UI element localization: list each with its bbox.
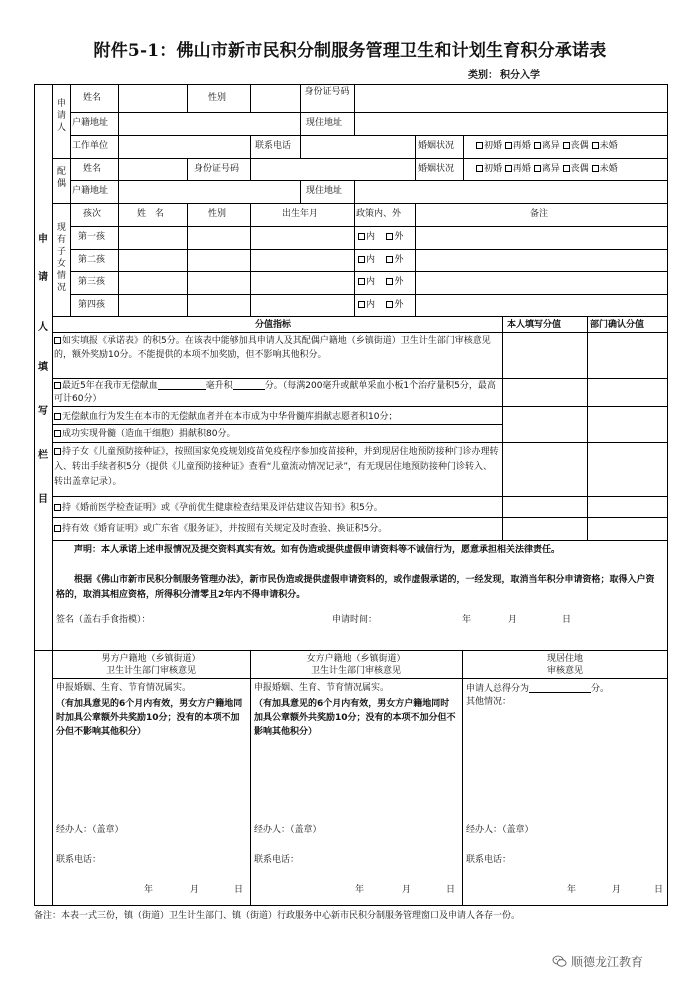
residence-phone-label: 联系电话： [466, 855, 512, 865]
spouse-marital-options[interactable]: 初婚 再婚 离异 丧偶 未婚 [476, 164, 618, 175]
female-phone-label: 联系电话： [254, 855, 300, 865]
side-label: 目 [38, 494, 48, 505]
child-policy-options[interactable]: 内 外 [358, 232, 403, 243]
apply-month: 月 [508, 615, 518, 625]
spouse-marital-label: 婚姻状况 [418, 164, 455, 174]
spouse-section-label: 配 偶 [56, 167, 66, 189]
self-score-header: 本人填写分值 [507, 320, 562, 330]
children-section-label: 现 有 子 女 情 况 [56, 223, 66, 293]
score-header: 分值指标 [255, 320, 292, 330]
applicant-marital-options[interactable]: 初婚 再婚 离异 丧偶 未婚 [476, 141, 618, 152]
child-policy-options[interactable]: 内 外 [358, 300, 403, 311]
children-header-policy: 政策内、外 [356, 209, 402, 219]
children-header-birth: 出生年月 [282, 209, 319, 219]
watermark [552, 953, 643, 970]
side-label: 填 [38, 362, 48, 373]
child-row-label: 第一孩 [78, 232, 106, 242]
spouse-id-label: 身份证号码 [194, 164, 240, 174]
male-day: 日 [234, 885, 244, 895]
male-review-title: 男方户籍地（乡镇街道） 卫生计生部门审核意见 [101, 654, 201, 676]
score-item-marrow-volunteer: 无偿献血行为发生在本市的无偿献血者并在本市成为中华骨髓库捐献志愿者积10分； [54, 410, 500, 424]
spouse-name-label: 姓名 [83, 164, 102, 174]
side-label: 栏 [38, 450, 48, 461]
apply-date-label: 申请时间： [332, 615, 378, 625]
other-info-label: 其他情况： [466, 697, 512, 707]
score-item-premarital: 持《婚前医学检查证明》或《孕前优生健康检查结果及评估建议告知书》积5分。 [54, 501, 500, 515]
child-policy-options[interactable]: 内 外 [358, 255, 403, 266]
page-title: 附件5-1：佛山市新市民积分制服务管理卫生和计划生育积分承诺表 [93, 41, 607, 61]
total-score-line: 申请人总得分为 分。 [466, 684, 610, 694]
phone-label: 联系电话 [255, 141, 292, 151]
residence-year: 年 [567, 885, 577, 895]
child-row-label: 第二孩 [78, 255, 106, 265]
applicant-hukou-label: 户籍地址 [72, 118, 109, 128]
residence-handler-label: 经办人：（盖章） [466, 825, 534, 835]
wechat-icon [552, 955, 567, 968]
female-review-title: 女方户籍地（乡镇街道） 卫生计生部门审核意见 [306, 654, 406, 676]
signature-label: 签名（盖右手食指模）： [56, 615, 151, 625]
footnote: 备注：本表一式三份，镇（街道）卫生计生部门、镇（街道）行政服务中心新市民积分制服务管理窗口及申请人各存一份。 [34, 911, 521, 921]
spouse-hukou-label: 户籍地址 [72, 186, 109, 196]
applicant-marital-label: 婚姻状况 [418, 141, 455, 151]
female-confirm-text: 申报婚姻、生育、节育情况属实。 [254, 683, 390, 693]
children-header-order: 孩次 [83, 209, 102, 219]
work-unit-label: 工作单位 [72, 141, 109, 151]
declaration-rule: 根据《佛山市新市民积分制服务管理办法》，新市民伪造或提供虚假申请资料的，或作虚假承诺的，一经发现，取消当年积分申请资格；取得入户资格的，取消其相应资格，所得积分清零且2年内不得申请积分。 [56, 575, 655, 600]
child-row-label: 第三孩 [78, 277, 106, 287]
category-value: 积分入学 [500, 70, 540, 81]
score-item-blood: 最近5年在我市无偿献血 毫升积 分。（每满200毫升或献单采血小板1个治疗量积5分，最高可计60分） [54, 381, 496, 404]
score-item-marrow-donation: 成功实现骨髓（造血干细胞）捐献积80分。 [54, 427, 500, 441]
female-day: 日 [446, 885, 456, 895]
applicant-gender-label: 性别 [208, 93, 227, 103]
declaration-statement: 声明：本人承诺上述申报情况及提交资料真实有效。如有伪造或提供虚假申请资料等不诚信行为，愿意承担相关法律责任。 [74, 545, 561, 555]
female-handler-label: 经办人：（盖章） [254, 825, 322, 835]
male-confirm-text: 申报婚姻、生育、节育情况属实。 [56, 683, 192, 693]
children-header-name: 姓 名 [137, 209, 165, 219]
form-table [34, 84, 668, 906]
category-label: 类别： [468, 70, 498, 81]
watermark-text: 顺德龙江教育 [571, 955, 644, 969]
male-month: 月 [190, 885, 200, 895]
child-row-label: 第四孩 [78, 300, 106, 310]
female-bonus-text: （有加具意见的6个月内有效，男女方户籍地同时加具公章额外共奖励10分；没有的本项不加分但不影响其他积分） [254, 699, 456, 737]
residence-day: 日 [654, 885, 664, 895]
applicant-residence-label: 现住地址 [306, 118, 343, 128]
score-item-vaccination: 持子女《儿童预防接种证》，按照国家免疫规划疫苗免疫程序参加疫苗接种，并到现居住地预防接种门诊办理转入、转出手续者积5分（提供《儿童预防接种证》查看“儿童流动情况记录”，有无现居住地预防接种门诊转入、转出盖章记录）。 [54, 447, 499, 487]
residence-month: 月 [612, 885, 622, 895]
apply-day: 日 [562, 615, 572, 625]
children-header-gender: 性别 [208, 209, 227, 219]
applicant-name-label: 姓名 [83, 93, 102, 103]
side-label: 写 [38, 406, 48, 417]
dept-score-header: 部门确认分值 [590, 320, 645, 330]
score-item-form: 如实填报《承诺表》的积5分。在该表中能够加具申请人及其配偶户籍地（乡镇街道）卫生计生部门审核意见的，额外奖励10分。不能提供的本项不加奖励，但不影响其他积分。 [54, 336, 491, 360]
female-year: 年 [355, 885, 365, 895]
spouse-residence-label: 现住地址 [306, 186, 343, 196]
side-label: 请 [38, 272, 48, 283]
apply-year: 年 [462, 615, 472, 625]
male-bonus-text: （有加具意见的6个月内有效，男女方户籍地同时加具公章额外共奖励10分；没有的本项不加分但不影响其他积分） [56, 699, 243, 737]
male-year: 年 [144, 885, 154, 895]
applicant-section-label: 申 请 人 [56, 99, 66, 133]
male-handler-label: 经办人：（盖章） [56, 825, 124, 835]
score-item-marriage-cert: 持有效《婚育证明》或广东省《服务证》，并按照有关规定及时查验、换证积5分。 [54, 522, 500, 536]
child-policy-options[interactable]: 内 外 [358, 277, 403, 288]
female-month: 月 [402, 885, 412, 895]
male-phone-label: 联系电话： [56, 855, 102, 865]
category-line [466, 66, 540, 81]
side-label: 申 [38, 234, 48, 245]
residence-review-title: 现居住地 审核意见 [546, 654, 583, 676]
side-label: 人 [38, 322, 48, 333]
applicant-id-label: 身份证号码 [304, 87, 350, 97]
children-header-remark: 备注 [530, 209, 549, 219]
